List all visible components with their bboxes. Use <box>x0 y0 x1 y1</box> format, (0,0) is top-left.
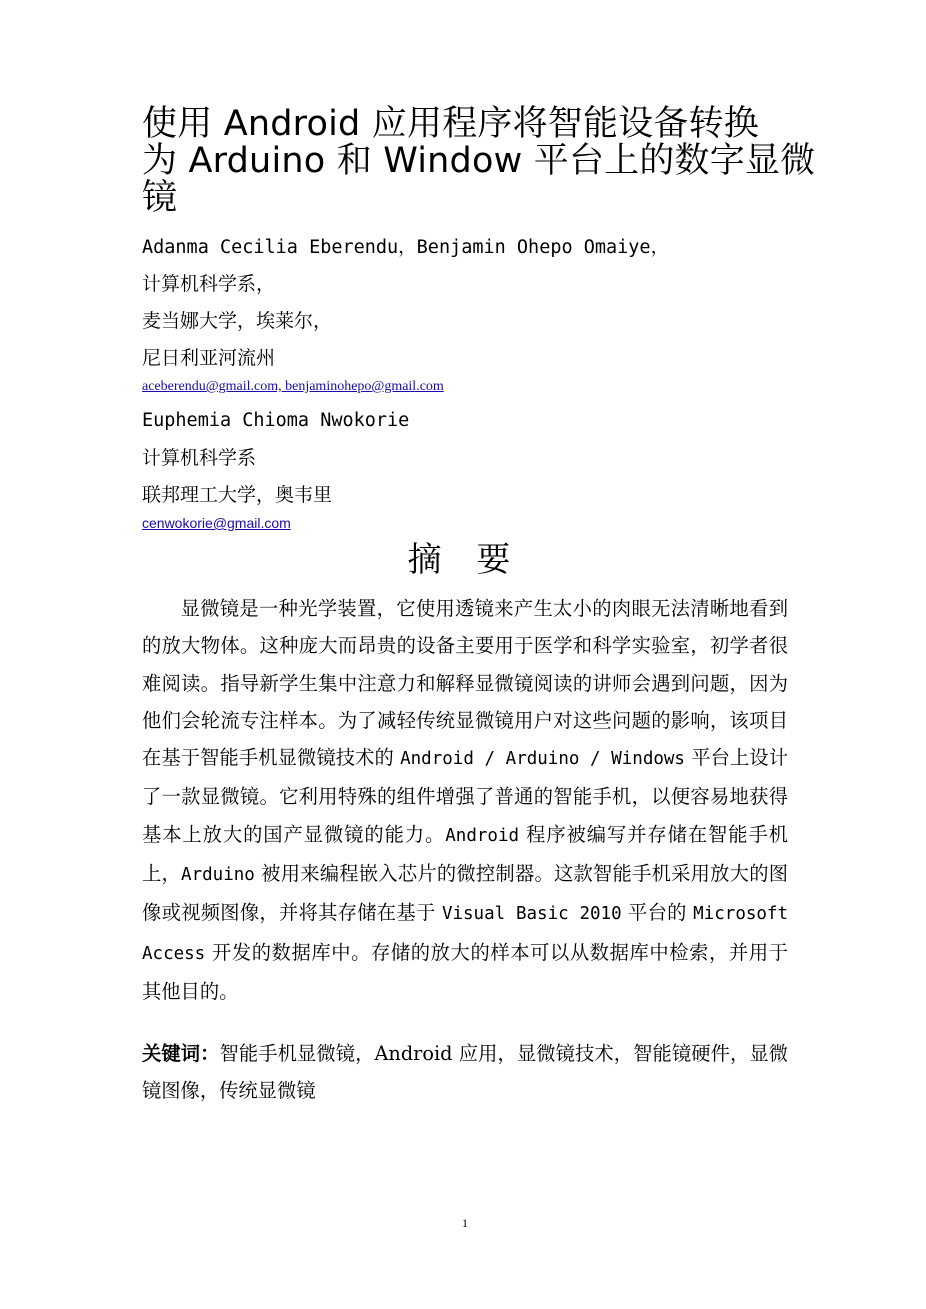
paper-title <box>142 104 816 218</box>
keywords-paragraph <box>142 1035 788 1110</box>
abstract-arduino: Arduino <box>181 865 255 886</box>
abstract-text-4: 被用来编程嵌入芯片的微控制器。这款智能手机采用放大的图像或视频图像，并将其存储在基于 <box>142 862 788 925</box>
page-number: 1 <box>462 1216 468 1230</box>
abstract-platforms: Android / Arduino / Windows <box>400 749 685 770</box>
abstract-visual-basic: Visual Basic 2010 <box>441 904 622 925</box>
author-emails-link-1[interactable]: aceberendu@gmail.com, benjaminohepo@gmail.com <box>142 379 444 394</box>
author-university-2: 联邦理工大学，奥韦里 <box>142 484 333 506</box>
author-university-1: 麦当娜大学，埃莱尔， <box>142 310 333 332</box>
keywords-text: 智能手机显微镜，Android 应用，显微镜技术，智能镜硬件，显微镜图像，传统显微镜 <box>142 1042 788 1103</box>
title-line-1: 使用 Android 应用程序将智能设备转换 <box>142 104 759 144</box>
abstract-text-3: 程序被编写并存储在智能手机上， <box>142 822 788 886</box>
title-line-3: 镜 <box>142 178 178 218</box>
keywords-label: 关键词： <box>142 1042 220 1065</box>
abstract-text-1: 显微镜是一种光学装置，它使用透镜来产生太小的肉眼无法清晰地看到的放大物体。这种庞大而昂贵的设备主要用于医学和科学实验室，初学者很难阅读。指导新学生集中注意力和解释显微镜阅读的讲师会遇到问题，因为他们会轮流专注样本。为了减轻传统显微镜用户对这些问题的影响，该项目在基于智能手机显微镜技术的 <box>142 597 788 770</box>
abstract-text-2: 平台上设计了一款显微镜。它利用特殊的组件增强了普通的智能手机，以便容易地获得基本上放大的国产显微镜的能力。 <box>142 746 788 846</box>
abstract-ms-access: Microsoft Access <box>142 904 788 964</box>
author-department-2: 计算机科学系 <box>142 447 257 469</box>
abstract-text-6: 开发的数据库中。存储的放大的样本可以从数据库中检索，并用于其他目的。 <box>142 940 788 1003</box>
abstract-heading: 摘 要 <box>407 540 523 580</box>
author-state-1: 尼日利亚河流州 <box>142 347 276 369</box>
author-names-2: Euphemia Chioma Nwokorie <box>142 410 410 431</box>
title-line-2: 为 Arduino 和 Window 平台上的数字显微 <box>142 141 816 181</box>
author-names-1: Adanma Cecilia Eberendu，Benjamin Ohepo Omaiye， <box>142 237 670 258</box>
abstract-android: Android <box>445 825 520 846</box>
abstract-text-5: 平台的 <box>621 901 694 925</box>
author-email-link-2[interactable]: cenwokorie@gmail.com <box>142 515 291 531</box>
author-department-1: 计算机科学系， <box>142 273 276 295</box>
abstract-body <box>142 590 788 1010</box>
